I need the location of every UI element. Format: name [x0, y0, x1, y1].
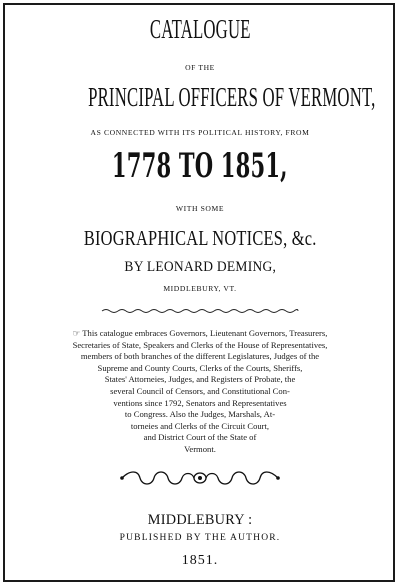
subtitle-with-some: WITH SOME — [175, 204, 225, 213]
title-years: 1778 TO 1851, — [112, 146, 288, 186]
description-line: ventions since 1792, Senators and Representatives — [113, 397, 287, 408]
description-line: Secretaries of State, Speakers and Clerks of the House of Representatives, — [72, 339, 328, 350]
description-line: States' Attorneies, Judges, and Registers of Probate, the — [104, 374, 296, 385]
decorative-rule — [100, 308, 300, 314]
description-line: several Council of Censors, and Constitutional Con- — [110, 385, 290, 396]
subtitle-connected: AS CONNECTED WITH ITS POLITICAL HISTORY, FROM — [90, 128, 310, 137]
title-biographical-notices: BIOGRAPHICAL NOTICES, &c. — [83, 226, 317, 250]
description-line: members of both branches of the different Legislatures, Judges of the — [80, 351, 320, 362]
imprint-place: MIDDLEBURY : — [147, 512, 253, 528]
description-line: to Congress. Also the Judges, Marshals, At- — [124, 409, 276, 420]
description-line: torneies and Clerks of the Circuit Court, — [130, 420, 270, 431]
catalogue-description — [24, 328, 376, 456]
author-name: BY LEONARD DEMING, — [124, 259, 276, 275]
imprint-year: 1851. — [181, 553, 219, 568]
description-line: Supreme and County Courts, Clerks of the Courts, Sheriffs, — [97, 362, 303, 373]
title-catalogue: CATALOGUE — [149, 14, 251, 44]
author-place: MIDDLEBURY, VT. — [163, 284, 237, 293]
imprint-publisher: PUBLISHED BY THE AUTHOR. — [119, 533, 281, 543]
description-line: Vermont. — [184, 443, 216, 454]
ornament-divider — [118, 468, 282, 488]
description-line: ☞ This catalogue embraces Governors, Lieutenant Governors, Treasurers, — [72, 328, 328, 338]
title-principal-officers: PRINCIPAL OFFICERS OF VERMONT, — [88, 82, 376, 112]
title-of-the: OF THE — [185, 63, 215, 72]
description-line: and District Court of the State of — [143, 432, 257, 443]
